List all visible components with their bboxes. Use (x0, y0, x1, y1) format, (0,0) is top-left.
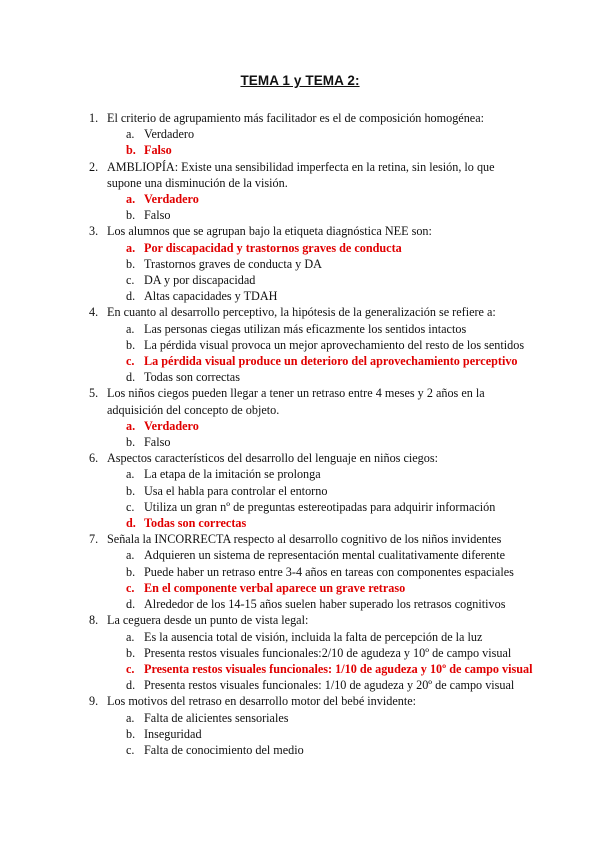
option-letter: a. (126, 467, 135, 482)
option-letter: a. (126, 127, 135, 142)
option-text: Falso (144, 208, 171, 223)
option-text: Verdadero (144, 127, 195, 142)
option-text: En el componente verbal aparece un grave retraso (144, 580, 406, 595)
question-item (0, 693, 600, 709)
answer-option (0, 207, 600, 223)
answer-option-correct (0, 353, 600, 369)
option-letter: c. (126, 354, 135, 369)
option-text: Falso (144, 435, 171, 450)
option-text: Por discapacidad y trastornos graves de conducta (144, 240, 402, 255)
answer-option (0, 742, 600, 758)
option-letter: a. (126, 321, 135, 336)
question-text: AMBLIOPÍA: Existe una sensibilidad imperfecta en la retina, sin lesión, lo que supone una disminución de la visión. (107, 159, 495, 190)
option-letter: a. (126, 710, 135, 725)
option-letter: b. (126, 208, 136, 223)
answer-option (0, 272, 600, 288)
answer-option (0, 256, 600, 272)
question-number: 4. (89, 305, 99, 320)
option-text: Adquieren un sistema de representación mental cualitativamente diferente (144, 548, 506, 563)
option-letter: d. (126, 678, 136, 693)
answer-option (0, 547, 600, 563)
option-letter: b. (126, 435, 136, 450)
option-letter: b. (126, 564, 136, 579)
option-letter: c. (126, 661, 135, 676)
question-list (0, 110, 600, 758)
answer-option (0, 288, 600, 304)
answer-option (0, 645, 600, 661)
option-text: Altas capacidades y TDAH (144, 289, 278, 304)
answer-option (0, 369, 600, 385)
question-text: Los niños ciegos pueden llegar a tener un retraso entre 4 meses y 2 años en la adquisición del concepto de objeto. (107, 386, 485, 417)
question-text: El criterio de agrupamiento más facilitador es el de composición homogénea: (107, 111, 485, 125)
answer-option (0, 337, 600, 353)
question-number: 5. (89, 386, 99, 401)
option-letter: c. (126, 742, 135, 757)
option-text: Es la ausencia total de visión, incluida la falta de percepción de la luz (144, 629, 483, 644)
option-letter: b. (126, 256, 136, 271)
answer-option (0, 564, 600, 580)
answer-option (0, 710, 600, 726)
answer-option-correct (0, 240, 600, 256)
option-text: Todas son correctas (144, 516, 247, 531)
question-item (0, 110, 600, 126)
option-letter: b. (126, 726, 136, 741)
option-text: Trastornos graves de conducta y DA (144, 256, 322, 271)
question-text: La ceguera desde un punto de vista legal: (107, 613, 309, 628)
option-letter: b. (126, 483, 136, 498)
option-text: La pérdida visual provoca un mejor aprovechamiento del resto de los sentidos (144, 337, 525, 352)
option-letter: d. (126, 370, 136, 385)
option-letter: d. (126, 597, 136, 612)
option-text: Alrededor de los 14-15 años suelen haber superado los retrasos cognitivos (144, 597, 506, 612)
option-text: Verdadero (144, 418, 199, 433)
answer-option (0, 677, 600, 693)
question-number: 2. (89, 159, 99, 174)
answer-option-correct (0, 515, 600, 531)
answer-option-correct (0, 580, 600, 596)
answer-option (0, 596, 600, 612)
page-title: TEMA 1 y TEMA 2: (240, 73, 360, 88)
option-text: Verdadero (144, 192, 199, 207)
question-number: 6. (89, 451, 99, 466)
answer-option (0, 126, 600, 142)
option-text: Presenta restos visuales funcionales: 1/10 de agudeza y 10º de campo visual (144, 661, 533, 676)
question-item (0, 531, 600, 547)
option-text: Las personas ciegas utilizan más eficazmente los sentidos intactos (144, 321, 467, 336)
answer-option (0, 321, 600, 337)
option-text: Puede haber un retraso entre 3-4 años en tareas con componentes espaciales (144, 564, 514, 579)
question-text: Los motivos del retraso en desarrollo motor del bebé invidente: (107, 694, 417, 709)
option-text: Presenta restos visuales funcionales: 1/10 de agudeza y 20º de campo visual (144, 678, 515, 693)
question-text: En cuanto al desarrollo perceptivo, la hipótesis de la generalización se refiere a: (107, 305, 496, 320)
question-item (0, 612, 600, 628)
answer-option (0, 466, 600, 482)
question-number: 8. (89, 613, 99, 628)
question-number: 7. (89, 532, 99, 547)
option-letter: d. (126, 516, 136, 531)
option-letter: a. (126, 192, 136, 207)
question-text: Señala la INCORRECTA respecto al desarrollo cognitivo de los niños invidentes (107, 532, 502, 547)
answer-option (0, 629, 600, 645)
option-text: DA y por discapacidad (144, 273, 256, 288)
option-text: Presenta restos visuales funcionales:2/10 de agudeza y 10º de campo visual (144, 645, 512, 660)
option-text: La etapa de la imitación se prolonga (144, 467, 321, 482)
option-letter: c. (126, 580, 135, 595)
option-letter: b. (126, 337, 136, 352)
option-text: Utiliza un gran nº de preguntas estereotipadas para adquirir información (144, 499, 496, 514)
option-letter: a. (126, 418, 136, 433)
option-letter: b. (126, 645, 136, 660)
option-letter: c. (126, 499, 135, 514)
option-letter: c. (126, 273, 135, 288)
question-text: Los alumnos que se agrupan bajo la etiqueta diagnóstica NEE son: (107, 224, 432, 239)
option-text: La pérdida visual produce un deterioro del aprovechamiento perceptivo (144, 354, 518, 369)
option-letter: a. (126, 240, 136, 255)
option-text: Usa el habla para controlar el entorno (144, 483, 328, 498)
option-text: Falso (144, 143, 172, 158)
answer-option-correct (0, 661, 600, 677)
question-number: 9. (89, 694, 99, 709)
option-letter: a. (126, 548, 135, 563)
option-text: Todas son correctas (144, 370, 240, 385)
question-item (0, 385, 600, 417)
option-letter: b. (126, 143, 136, 158)
question-item (0, 450, 600, 466)
answer-option (0, 483, 600, 499)
answer-option-correct (0, 418, 600, 434)
question-item (0, 304, 600, 320)
option-letter: a. (126, 629, 135, 644)
question-text: Aspectos característicos del desarrollo del lenguaje en niños ciegos: (107, 451, 438, 466)
option-letter: d. (126, 289, 136, 304)
question-number: 1. (89, 111, 99, 125)
option-text: Falta de conocimiento del medio (144, 742, 304, 757)
answer-option-correct (0, 142, 600, 158)
question-number: 3. (89, 224, 99, 239)
answer-option-correct (0, 191, 600, 207)
answer-option (0, 434, 600, 450)
answer-option (0, 499, 600, 515)
question-item (0, 159, 600, 191)
option-text: Inseguridad (144, 726, 202, 741)
answer-option (0, 726, 600, 742)
question-item (0, 223, 600, 239)
option-text: Falta de alicientes sensoriales (144, 710, 289, 725)
